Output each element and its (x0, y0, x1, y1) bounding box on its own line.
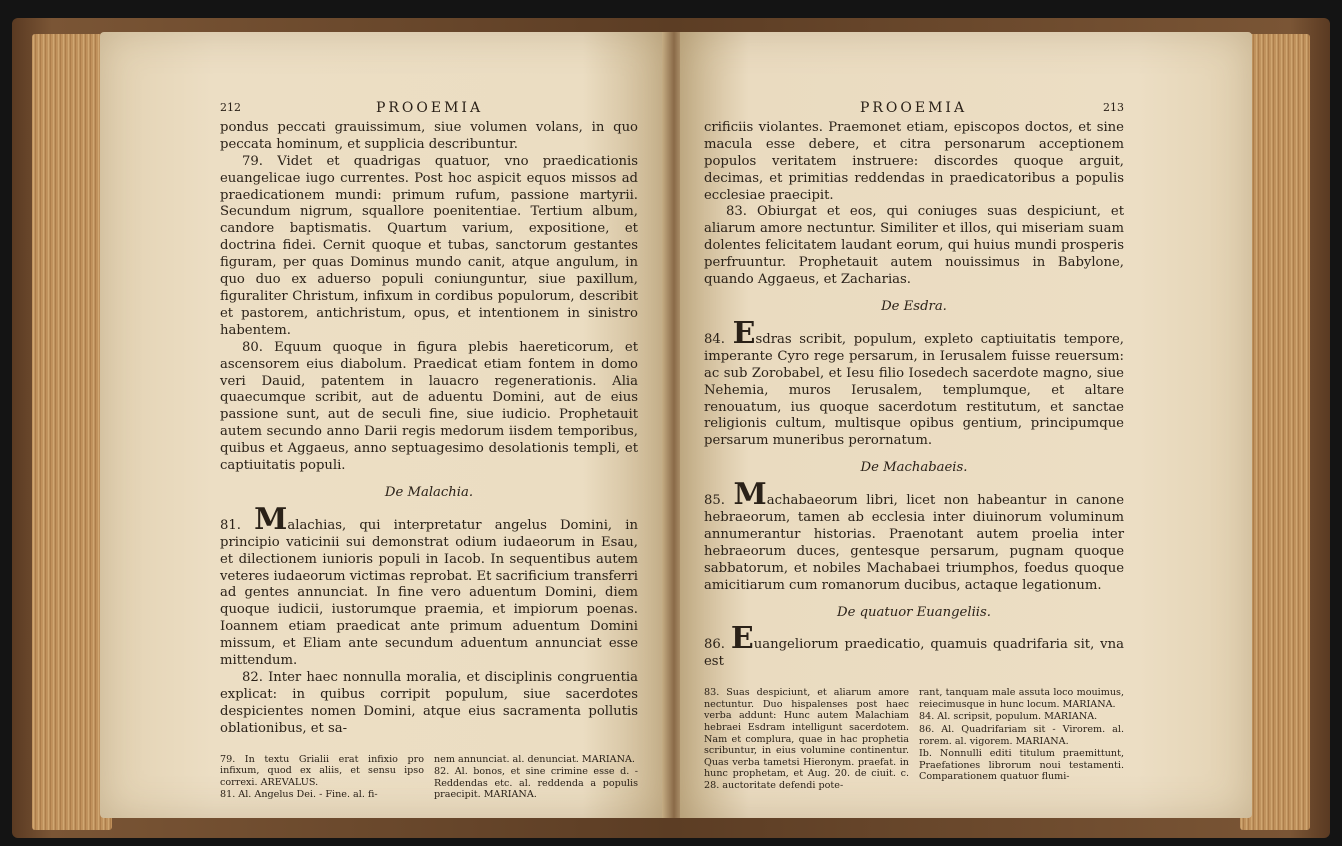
footnote: 86. Al. Quadrifariam sit - Virorem. al. rorem. al. vigorem. MARIANA. (919, 724, 1124, 747)
footnote: 81. Al. Angelus Dei. - Fine. al. fi- (220, 789, 378, 801)
running-title: PROOEMIA (375, 100, 484, 116)
footnote: nem annunciat. al. denunciat. MARIANA. (434, 753, 635, 765)
footnotes (220, 754, 638, 802)
footnote: 84. Al. scripsit, populum. MARIANA. (919, 711, 1098, 723)
page-number: 212 (220, 101, 241, 114)
paragraph-81 (220, 501, 638, 670)
left-page (100, 32, 668, 818)
paragraph-number: 86. (704, 637, 725, 653)
footnote: rant, tanquam male assuta loco mouimus, reiecimusque in hunc locum. MARIANA. (919, 687, 1124, 710)
paragraph-number: 81. (220, 517, 241, 533)
paragraph-85 (704, 477, 1124, 594)
paragraph: pondus peccati grauissimum, siue volumen volans, in quo peccata hominum, et supplicia describuntur. (220, 119, 638, 152)
paragraph-86 (704, 621, 1124, 671)
running-head (704, 100, 1124, 117)
footnote: 82. Al. bonos, et sine crimine esse d. - Reddendas etc. al. reddenda a populis praecipit. MARIANA. (434, 766, 638, 801)
footnote: 79. In textu Grialii erat infixio pro infixum, quod ex aliis, et sensu ipso correxi. AREVALUS. (220, 753, 424, 788)
running-head (220, 100, 638, 117)
footnotes-column (220, 754, 424, 802)
running-title: PROOEMIA (859, 100, 968, 116)
paragraph-82: 82. Inter haec nonnulla moralia, et disciplinis congruentia explicat: in quibus corripit populum, siue sacerdotes despicientes nomen Domini, atque eius sacramenta pollutis oblationibus, et sa- (220, 670, 638, 736)
left-page-content (220, 100, 638, 802)
page-number: 213 (1103, 101, 1124, 114)
section-heading: De quatuor Euangeliis. (837, 604, 991, 620)
paragraph-79: 79. Videt et quadrigas quatuor, vno praedicationis euangelicae iugo currentes. Post hoc aspicit equos missos ad praedicationem mundi: primum rufum, passione martyrii. Secundum nigrum, squallore poenitentiae. Tertium album, candore baptismatis. Quartum varium, expositione, et doctrina fidei. Cernit quoque et tubas, sanctorum gestantes figuram, per quas Dominus mundo canit, atque angulum, in quo duo ex aduerso populi coniunguntur, siue paxillum, figuraliter Christum, infixum in cordibus populorum, describit et pastorem, antichristum, opus, et intentionem in sinistro habentem. (220, 153, 638, 338)
footnotes-column (704, 687, 909, 792)
paragraph-text: alachias, qui interpretatur angelus Domini, in principio vaticinii sui demonstrat odium iudaeorum in Esau, et dilectionem iunioris populi in Iacob. In sequentibus autem veteres iudaeorum victimas reprobat. Et sacrificium transferri ad gentes annunciat. In fine vero aduentum Domini, diem quoque iudicii, iustorumque praemia, et impiorum poenas. Ioannem etiam praedicat ante primum aduentum Domini missum, et Eliam ante secundum aduentum annunciat esse mittendum. (220, 517, 638, 669)
paragraph-number: 85. (704, 493, 725, 509)
paragraph-83: 83. Obiurgat et eos, qui coniuges suas despiciunt, et aliarum amore nectuntur. Similiter et illos, qui miseriam suam dolentes felicitatem laudant eorum, qui huius mundi prosperis perfruuntur. Prophetauit autem nouissimus in Babylone, quando Aggaeus, et Zacharias. (704, 204, 1124, 288)
footnotes (704, 687, 1124, 792)
paragraph-text: uangeliorum praedicatio, quamuis quadrifaria sit, vna est (704, 637, 1124, 670)
paragraph-text: sdras scribit, populum, expleto captiuitatis tempore, imperante Cyro rege persarum, in Ierusalem fuisse reuersum: ac sub Zorobabel, et Iesu filio Iosedech sacerdote magno, siue Nehemia, muros Ierusalem, templumque, et altare renouatum, ius quoque sacerdotum restitutum, et sanctae religionis cultum, multisque opibus gentium, principumque persarum muneribus perornatum. (704, 331, 1124, 449)
footnote: 83. Suas despiciunt, et aliarum amore nectuntur. Duo hispalenses post haec verba addunt: Hunc autem Malachiam hebraei Esdram intelligunt sacerdotem. Nam et complura, quae in hac prophetia scribuntur, in eius volumine continentur. Quas verba tametsi Hieronym. praefat. in hunc prophetam, et Aug. 20. de ciuit. c. 28. auctoritate defendi pote- (704, 687, 909, 792)
section-heading: De Malachia. (384, 484, 474, 500)
book (12, 18, 1330, 838)
paragraph-number: 84. (704, 331, 725, 347)
paragraph-80: 80. Equum quoque in figura plebis haereticorum, et ascensorem eius diabolum. Praedicat etiam fontem in domo veri Dauid, patentem in lauacro regenerationis. Alia quaecumque scribit, aut de aduentu Domini, aut de eius passione sunt, aut de seculi fine, siue iudicio. Prophetauit autem secundo anno Darii regis medorum iisdem temporibus, quibus et Aggaeus, anno septuagesimo desolationis templi, et captiuitatis populi. (220, 339, 638, 474)
initial-letter: E (730, 621, 754, 657)
initial-letter: M (733, 477, 767, 513)
footnote: Ib. Nonnulli editi titulum praemittunt, Praefationes librorum noui testamenti. Comparationem quatuor flumi- (919, 748, 1124, 783)
right-page (680, 32, 1252, 818)
paragraph-84 (704, 315, 1124, 450)
initial-letter: E (732, 315, 756, 351)
paragraph-text: achabaeorum libri, licet non habeantur in canone hebraeorum, tamen ab ecclesia inter diuinorum voluminum annumerantur historias. Praenotant autem proelia inter hebraeorum duces, gentesque persarum, pugnam quoque sabbatorum, et nobiles Machabaei triumphos, foedus quoque amicitiarum cum romanorum ducibus, actaque legationum. (704, 493, 1124, 593)
footnotes-column (919, 687, 1124, 792)
section-heading: De Machabaeis. (860, 460, 968, 476)
section-heading: De Esdra. (881, 298, 947, 314)
right-page-content (704, 100, 1124, 793)
initial-letter: M (254, 501, 288, 537)
footnotes-column (434, 754, 638, 802)
paragraph: crificiis violantes. Praemonet etiam, episcopos doctos, et sine macula esse debere, et citra personarum acceptionem populos veritatem instruere: discordes quoque arguit, decimas, et primitias reddendas in praedicatoribus a populis ecclesiae praecipit. (704, 119, 1124, 203)
